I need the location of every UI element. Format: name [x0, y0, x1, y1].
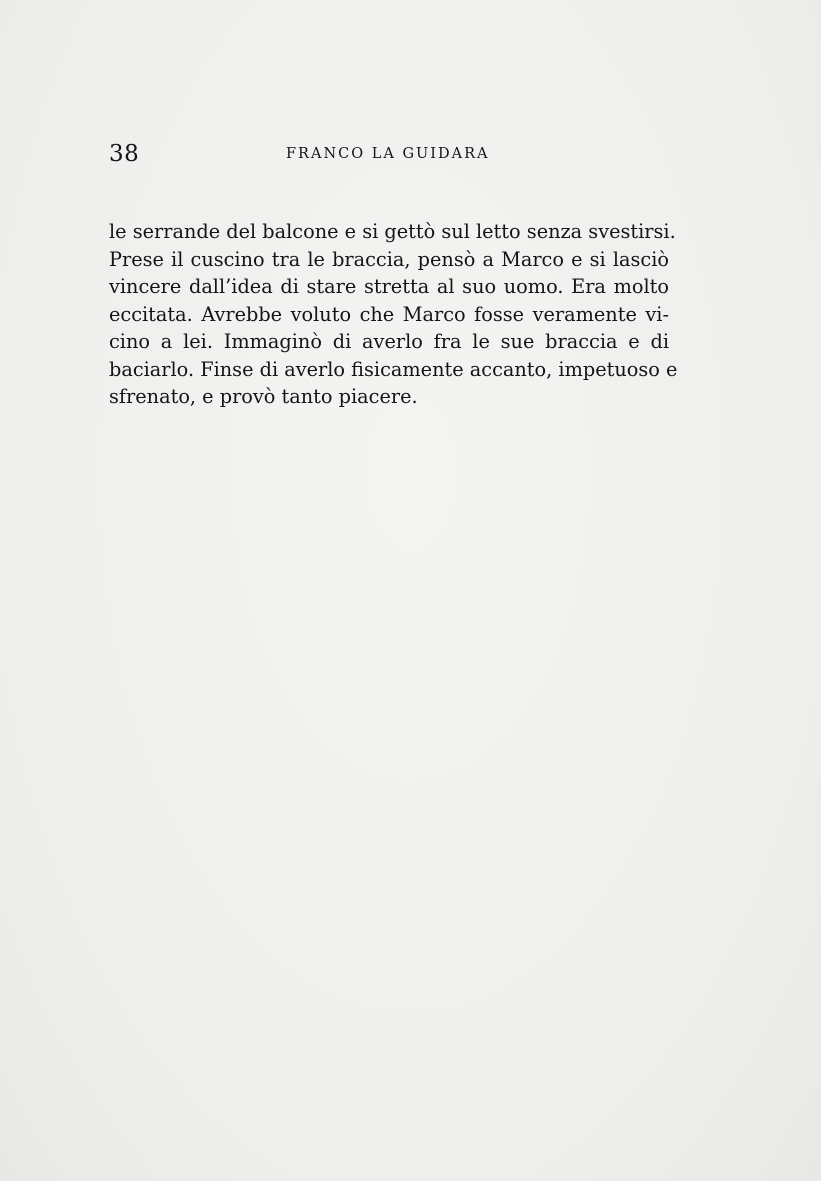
text-line: vincere dall’idea di stare stretta al suo uomo. Era molto: [109, 275, 669, 298]
text-line: le serrande del balcone e si gettò sul letto senza svestirsi.: [109, 220, 676, 243]
page-number: 38: [109, 141, 140, 167]
text-line-last: sfrenato, e provò tanto piacere.: [109, 385, 418, 408]
text-line: eccitata. Avrebbe voluto che Marco fosse veramente vi-: [109, 302, 669, 326]
page-header: [109, 140, 669, 170]
text-line: Prese il cuscino tra le braccia, pensò a Marco e si lasciò: [109, 247, 669, 271]
text-line: cino a lei. Immaginò di averlo fra le sue braccia e di: [109, 330, 669, 353]
text-line: baciarlo. Finse di averlo fisicamente accanto, impetuoso e: [109, 357, 678, 381]
body-text: [109, 218, 678, 411]
running-head: FRANCO LA GUIDARA: [286, 146, 490, 162]
